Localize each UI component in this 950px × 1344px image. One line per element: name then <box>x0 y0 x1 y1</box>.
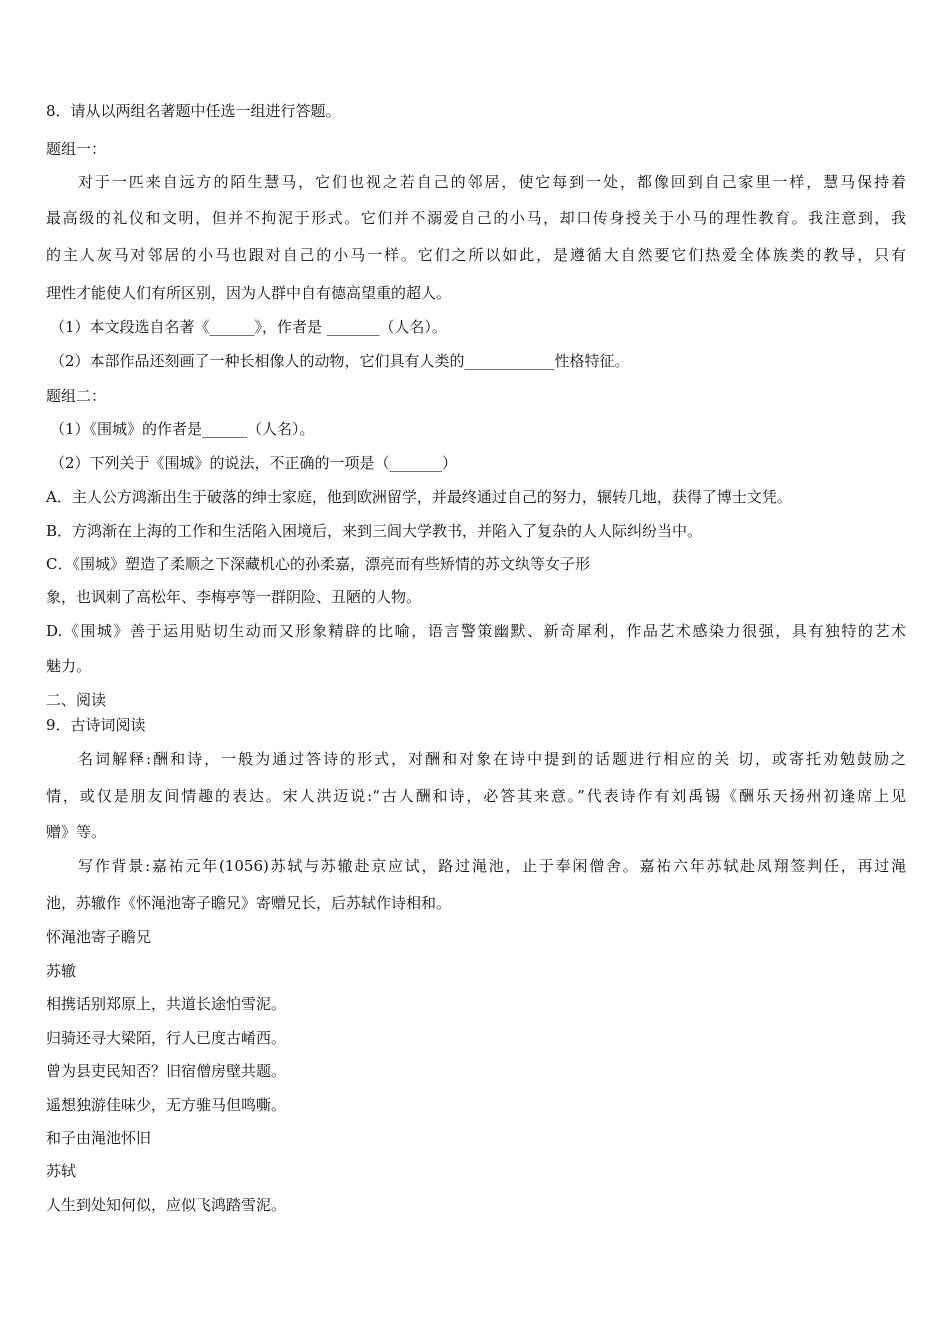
term-line-2: 情，或仅是朋友间情趣的表达。宋人洪迈说:“古人酬和诗，必答其来意。”代表诗作有刘禹锡《酬乐天扬州初逢席上见 <box>46 787 906 805</box>
poem-2-line-1: 人生到处知何似，应似飞鸿踏雪泥。 <box>46 1196 287 1214</box>
option-d-line-2: 魅力。 <box>46 657 92 675</box>
passage-line-1: 对于一匹来自远方的陌生慧马，它们也视之若自己的邻居，使它每到一处，都像回到自己家里一样，慧马保持着 <box>78 173 906 191</box>
poem-1-line-1: 相携话别郑原上，共道长途怕雪泥。 <box>46 995 287 1013</box>
term-line-3: 赠》等。 <box>46 823 107 841</box>
poem-2-title: 和子由渑池怀旧 <box>46 1129 152 1147</box>
background-line-2: 池，苏辙作《怀渑池寄子瞻兄》寄赠兄长，后苏轼作诗相和。 <box>46 894 452 912</box>
group-1-question-1: （1）本文段选自名著《______》，作者是 _______（人名）。 <box>50 318 447 336</box>
group-2-question-1: （1）《围城》的作者是______（人名）。 <box>50 420 315 438</box>
passage-line-4: 理性才能使人们有所区别，因为人群中自有德高望重的超人。 <box>46 284 452 302</box>
poem-1-title: 怀渑池寄子瞻兄 <box>46 928 152 946</box>
option-c-line-1: C．《围城》塑造了柔顺之下深藏机心的孙柔嘉，漂亮而有些矫情的苏文纨等女子形 <box>46 555 590 573</box>
group-1-label: 题组一： <box>46 140 107 158</box>
question-9-title: 9．古诗词阅读 <box>46 716 146 734</box>
group-2-label: 题组二： <box>46 387 107 405</box>
poem-2-author: 苏轼 <box>46 1162 77 1180</box>
option-a: A．主人公方鸿渐出生于破落的绅士家庭，他到欧洲留学，并最终通过自己的努力，辗转几地，获得了博士文凭。 <box>46 488 792 506</box>
group-2-question-2: （2）下列关于《围城》的说法，不正确的一项是（_______） <box>50 454 458 472</box>
poem-1-author: 苏辙 <box>46 962 77 980</box>
background-line-1: 写作背景:嘉祐元年(1056)苏轼与苏辙赴京应试，路过渑池，止于奉闲僧舍。嘉祐六年苏轼赴凤翔签判任，再过渑 <box>78 857 906 875</box>
term-line-1: 名词解释:酬和诗，一般为通过答诗的形式，对酬和对象在诗中提到的话题进行相应的关 切，或寄托劝勉鼓励之 <box>78 750 906 768</box>
passage-line-3: 的主人灰马对邻居的小马也跟对自己的小马一样。它们之所以如此，是遵循大自然要它们热爱全体族类的教导，只有 <box>46 246 906 264</box>
poem-1-line-3: 曾为县吏民知否？旧宿僧房壁共题。 <box>46 1062 287 1080</box>
poem-1-line-4: 遥想独游佳味少，无方骓马但鸣嘶。 <box>46 1096 287 1114</box>
poem-1-line-2: 归骑还寻大梁陌，行人已度古崤西。 <box>46 1029 287 1047</box>
section-2-title: 二、阅读 <box>46 691 107 709</box>
passage-line-2: 最高级的礼仪和文明，但并不拘泥于形式。它们并不溺爱自己的小马，却口传身授关于小马的理性教育。我注意到，我 <box>46 209 906 227</box>
question-8-title: 8．请从以两组名著题中任选一组进行答题。 <box>46 102 341 120</box>
option-b: B．方鸿渐在上海的工作和生活陷入困境后，来到三闾大学教书，并陷入了复杂的人人际纠纷当中。 <box>46 522 703 540</box>
group-1-question-2: （2）本部作品还刻画了一种长相像人的动物，它们具有人类的____________性格特征。 <box>50 352 630 370</box>
option-d-line-1: D.《围城》善于运用贴切生动而又形象精辟的比喻，语言警策幽默、新奇犀利，作品艺术感染力很强，具有独特的艺术 <box>46 622 906 640</box>
option-c-line-2: 象，也讽刺了高松年、李梅亭等一群阴险、丑陋的人物。 <box>46 588 422 606</box>
